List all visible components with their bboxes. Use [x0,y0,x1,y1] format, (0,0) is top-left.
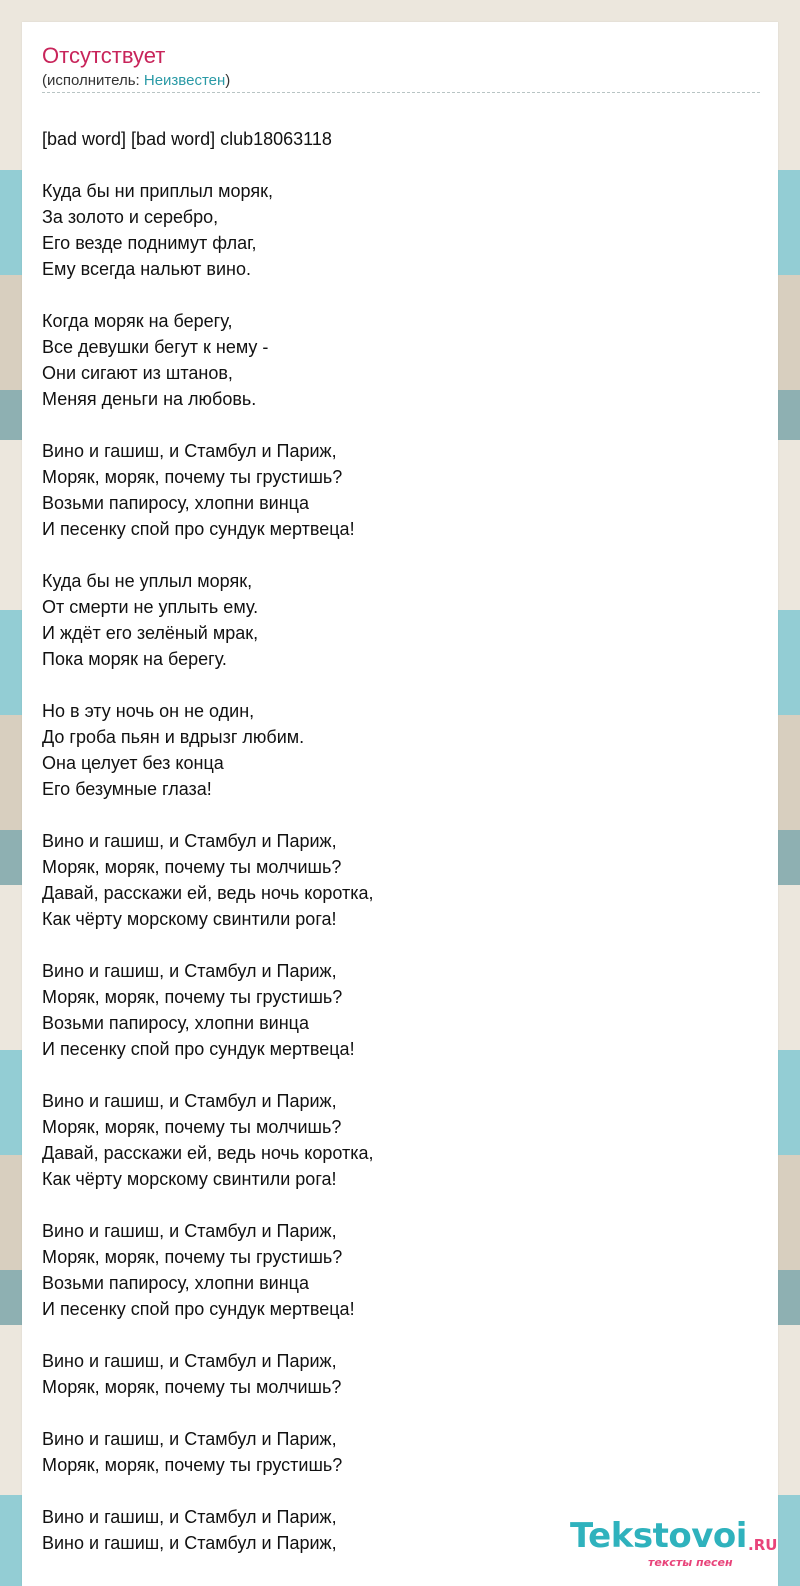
song-title: Отсутствует [42,43,166,68]
logo-brand: Tekstovoi [570,1516,747,1556]
logo-tagline: тексты песен [648,1556,733,1569]
artist-prefix: (исполнитель: [42,72,144,89]
lyrics-text: [bad word] [bad word] club18063118 Куда бы ни приплыл моряк, За золото и серебро, Его везде поднимут флаг, Ему всегда нальют вино. Когда моряк на берегу, Все девушки бегут к нему - Они сигают из штанов, Меняя деньги на любовь. Вино и гашиш, и Стамбул и Париж, Моряк, моряк, почему ты грустишь? Возьми папиросу, хлопни винца И песенку спой про сундук мертвеца! Куда бы не уплыл моряк, От смерти не уплыть ему. И ждёт его зелёный мрак, Пока моряк на берегу. Но в эту ночь он не один, До гроба пьян и вдрызг любим. Она целует без конца Его безумные глаза! Вино и гашиш, и Стамбул и Париж, Моряк, моряк, почему ты молчишь? Давай, расскажи ей, ведь ночь коротка, Как чёрту морскому свинтили рога! Вино и гашиш, и Стамбул и Париж, Моряк, моряк, почему ты грустишь? Возьми папиросу, хлопни винца И песенку спой про сундук мертвеца! Вино и гашиш, и Стамбул и Париж, Моряк, моряк, почему ты молчишь? Давай, расскажи ей, ведь ночь коротка, Как чёрту морскому свинтили рога! Вино и гашиш, и Стамбул и Париж, Моряк, моряк, почему ты грустишь? Возьми папиросу, хлопни винца И песенку спой про сундук мертвеца! Вино и гашиш, и Стамбул и Париж, Моряк, моряк, почему ты молчишь? Вино и гашиш, и Стамбул и Париж, Моряк, моряк, почему ты грустишь? Вино и гашиш, и Стамбул и Париж, Вино и гашиш, и Стамбул и Париж, [42,129,374,1553]
logo-tld: .RU [748,1536,778,1554]
lyrics-card [22,22,778,1586]
title-divider [42,92,760,93]
artist-suffix: ) [225,72,231,89]
site-logo[interactable] [568,1516,778,1572]
artist-line [42,72,230,90]
artist-link[interactable]: Неизвестен [143,72,226,89]
